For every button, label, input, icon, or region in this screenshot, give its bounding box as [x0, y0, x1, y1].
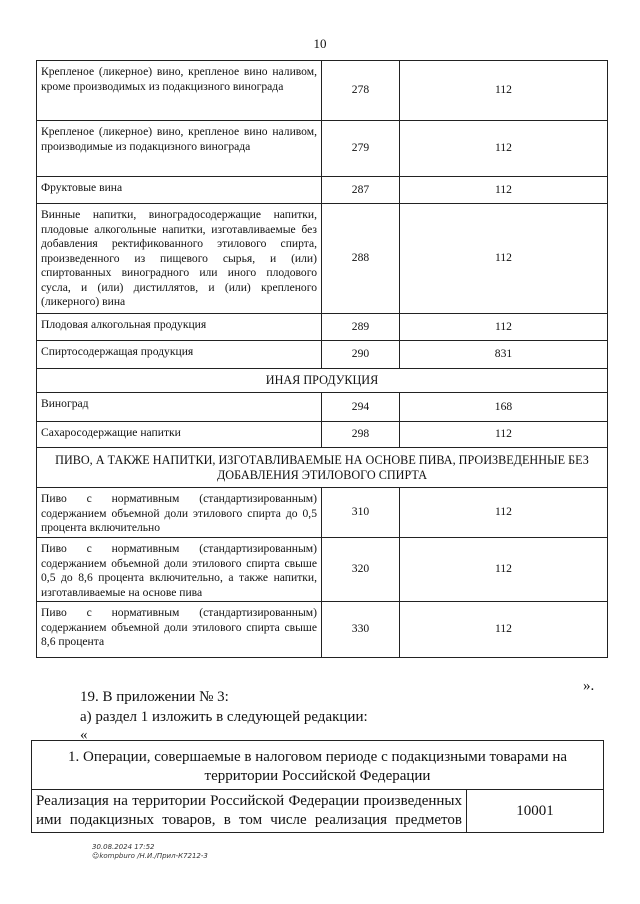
table-row: [37, 341, 608, 369]
row-unit-code: 112: [400, 488, 608, 538]
table-row: [37, 121, 608, 177]
row-description: Спиртосодержащая продукция: [37, 341, 322, 369]
section-header-row: [37, 369, 608, 393]
row-description: Сахаросодержащие напитки: [37, 422, 322, 448]
table-row: [37, 204, 608, 314]
table-row: [37, 314, 608, 341]
section-title: ИНАЯ ПРОДУКЦИЯ: [37, 369, 608, 393]
row-unit-code: 112: [400, 602, 608, 658]
row-description: Фруктовые вина: [37, 177, 322, 204]
row-code: 310: [322, 488, 400, 538]
section-title: ПИВО, А ТАКЖЕ НАПИТКИ, ИЗГОТАВЛИВАЕМЫЕ НА ОСНОВЕ ПИВА, ПРОИЗВЕДЕННЫЕ БЕЗ ДОБАВЛЕНИЯ ЭТИЛОВОГО СПИРТА: [37, 448, 608, 488]
table-row: [37, 61, 608, 121]
section1-header-row: [32, 741, 604, 790]
row-description: Виноград: [37, 393, 322, 422]
row-unit-code: 112: [400, 61, 608, 121]
section1-table: [31, 740, 604, 833]
table-row: [37, 488, 608, 538]
row-unit-code: 112: [400, 538, 608, 602]
row-unit-code: 112: [400, 177, 608, 204]
footer-reference-text: kompburo /Н.И./Прил-К7212-3: [99, 852, 208, 860]
row-description: Пиво с нормативным (стандартизированным) содержанием объемной доли этилового спирта до 0,5 процента включительно: [37, 488, 322, 538]
section1-row: [32, 790, 604, 833]
row-unit-code: 112: [400, 204, 608, 314]
page-number: 10: [313, 36, 327, 51]
table-row: [37, 422, 608, 448]
row-unit-code: 112: [400, 314, 608, 341]
document-footer: [92, 843, 208, 861]
table-row: [37, 393, 608, 422]
row-code: 330: [322, 602, 400, 658]
table-row: [37, 177, 608, 204]
row-unit-code: 168: [400, 393, 608, 422]
row-code: 288: [322, 204, 400, 314]
row-description: Пиво с нормативным (стандартизированным) содержанием объемной доли этилового спирта свыше 0,5 до 8,6 процента включительно, а также напитки, изготавливаемые на основе пива: [37, 538, 322, 602]
item-19-paragraph: 19. В приложении № 3:: [80, 689, 229, 705]
footer-timestamp: 30.08.2024 17:52: [92, 843, 155, 851]
item-a-paragraph: а) раздел 1 изложить в следующей редакции:: [80, 709, 368, 725]
footer-reference: [92, 852, 208, 861]
excise-goods-table: [36, 60, 608, 658]
row-description: Крепленое (ликерное) вино, крепленое вино наливом, кроме производимых из подакцизного винограда: [37, 61, 322, 121]
row-code: 290: [322, 341, 400, 369]
opening-quote: «: [80, 727, 88, 743]
row-unit-code: 831: [400, 341, 608, 369]
table-row: [37, 538, 608, 602]
section1-header: 1. Операции, совершаемые в налоговом периоде с подакцизными товарами на территории Российской Федерации: [32, 741, 604, 790]
closing-quote: ».: [583, 678, 595, 694]
row-code: 320: [322, 538, 400, 602]
user-icon: ☺: [92, 852, 100, 860]
row-description: Крепленое (ликерное) вино, крепленое вино наливом, производимые из подакцизного винограда: [37, 121, 322, 177]
row-unit-code: 112: [400, 121, 608, 177]
section1-row-description: Реализация на территории Российской Федерации произведенных ими подакцизных товаров, в том числе реализация предметов: [32, 790, 467, 833]
row-code: 294: [322, 393, 400, 422]
row-description: Винные напитки, виноградосодержащие напитки, плодовые алкогольные напитки, изготавливаемые без добавления ректификованного этилового спирта, произведенного из пищевого сырья, и (или) спиртованных виноградного или иного плодового сусла, и (или) дистиллятов, и (или) крепленого (ликерного) вина: [37, 204, 322, 314]
row-code: 287: [322, 177, 400, 204]
section1-row-code: 10001: [467, 790, 604, 833]
row-description: Плодовая алкогольная продукция: [37, 314, 322, 341]
table-row: [37, 602, 608, 658]
row-code: 279: [322, 121, 400, 177]
row-code: 298: [322, 422, 400, 448]
row-unit-code: 112: [400, 422, 608, 448]
section-header-row: [37, 448, 608, 488]
row-description: Пиво с нормативным (стандартизированным) содержанием объемной доли этилового спирта свыше 8,6 процента: [37, 602, 322, 658]
row-code: 278: [322, 61, 400, 121]
row-code: 289: [322, 314, 400, 341]
